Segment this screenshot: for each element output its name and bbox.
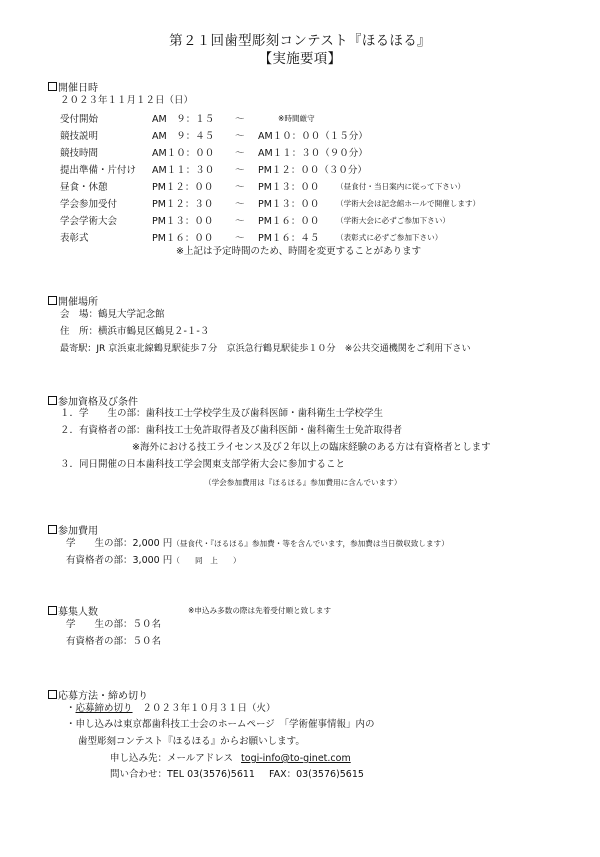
fee-heading: 参加費用: [48, 522, 98, 537]
schedule-tilde: ～: [235, 114, 245, 125]
fee-qualified: [66, 555, 241, 567]
schedule-end: PM１６：４５: [258, 233, 320, 244]
schedule-note: （表彰式に必ずご参加下さい）: [336, 233, 443, 242]
application-line1: ・申し込みは東京都歯科技工士会のホームページ 「学術催事情報」内の: [66, 719, 375, 730]
schedule-label: 提出準備・片付け: [60, 165, 137, 176]
deadline-date: ２０２３年１０月３１日（火）: [142, 703, 276, 714]
application-contact: [110, 753, 351, 765]
inquiry-fax: FAX：03(3576)5615: [268, 769, 364, 780]
schedule-end: PM１６：００: [258, 216, 320, 227]
fee-student-note: （昼食代・『ほるほる』参加費・等を含んでいます，参加費は当日徴収致します）: [172, 539, 449, 548]
fee-qualified-note: （ 同 上 ）: [172, 556, 241, 565]
checkbox-icon: [48, 296, 57, 305]
capacity-heading: 募集人数: [48, 603, 98, 618]
venue-station: 最寄駅：JR 京浜東北線鶴見駅徒歩７分 京浜急行鶴見駅徒歩１０分 ※公共交通機関をご利用下さい: [60, 344, 471, 354]
contact-label: 申し込み先：メールアドレス: [110, 753, 234, 764]
application-line2: 歯型彫刻コンテスト『ほるほる』からお願いします。: [78, 736, 305, 747]
fee-student-amount: 2,000 円: [132, 538, 173, 549]
capacity-qualified: 有資格者の部：５０名: [66, 636, 162, 647]
schedule-end: PM１３：００: [258, 182, 320, 193]
application-inquiry: [110, 769, 364, 781]
eligibility-heading: 参加資格及び条件: [48, 393, 138, 408]
schedule-start: PM１３：００: [152, 216, 214, 227]
schedule-label: 競技時間: [60, 148, 99, 159]
schedule-end: AM１１：３０（９０分）: [258, 148, 368, 159]
schedule-end: PM１３：００: [258, 199, 320, 210]
page-title: 第２１回歯型彫刻コンテスト『ほるほる』: [169, 33, 431, 49]
venue-address: 住 所：横浜市鶴見区鶴見２-１-３: [60, 326, 210, 337]
application-heading: 応募方法・締め切り: [48, 687, 148, 702]
eligibility-note-overseas: ※海外における技工ライセンス及び２年以上の臨床経験のある方は有資格者とします: [132, 442, 491, 453]
schedule-heading: 開催日時: [48, 79, 98, 94]
schedule-note: （学術大会は記念館ホールで開催します）: [336, 199, 481, 208]
schedule-tilde: ～: [235, 233, 245, 244]
fee-qualified-amount: 3,000 円: [132, 555, 173, 566]
schedule-start: PM１２：００: [152, 182, 214, 193]
schedule-label: 学会参加受付: [60, 199, 118, 210]
schedule-tilde: ～: [235, 131, 245, 142]
schedule-end: PM１２：００（３０分）: [258, 165, 367, 176]
schedule-tilde: ～: [235, 148, 245, 159]
schedule-label: 受付開始: [60, 114, 99, 125]
schedule-start: AM１０：００: [152, 148, 215, 159]
eligibility-item-conference: ３．同日開催の日本歯科技工学会関東支部学術大会に参加すること: [60, 459, 346, 470]
venue-place: 会 場：鶴見大学記念館: [60, 309, 165, 320]
inquiry-tel: 問い合わせ：TEL 03(3576)5611: [110, 769, 255, 780]
bullet: ・: [66, 703, 76, 714]
schedule-note: （昼食付・当日案内に従って下さい）: [336, 182, 466, 191]
venue-heading: 開催場所: [48, 293, 98, 308]
checkbox-icon: [48, 82, 57, 91]
eligibility-item-qualified: ２．有資格者の部：歯科技工士免許取得者及び歯科医師・歯科衛生士免許取得者: [60, 425, 403, 436]
schedule-start: AM ９：１５: [152, 114, 215, 125]
application-deadline: [66, 703, 276, 715]
schedule-tilde: ～: [235, 182, 245, 193]
schedule-tilde: ～: [235, 199, 245, 210]
fee-student-label: 学 生の部：: [66, 538, 133, 549]
eligibility-note-fee: （学会参加費用は『ほるほる』参加費用に含んでいます）: [204, 478, 402, 487]
capacity-note: ※申込み多数の際は先着受付順と致します: [188, 606, 332, 615]
schedule-label: 学会学術大会: [60, 216, 118, 227]
schedule-date: ２０２３年１１月１２日（日）: [60, 95, 194, 106]
schedule-start: PM１２：３０: [152, 199, 214, 210]
fee-qualified-label: 有資格者の部：: [66, 555, 133, 566]
schedule-tilde: ～: [235, 165, 245, 176]
schedule-tilde: ～: [235, 216, 245, 227]
schedule-label: 表彰式: [60, 233, 89, 244]
deadline-label: 応募締め切り: [75, 703, 133, 714]
checkbox-icon: [48, 525, 57, 534]
eligibility-item-student: １．学 生の部：歯科技工士学校学生及び歯科医師・歯科衛生士学校学生: [60, 408, 384, 419]
schedule-label: 昼食・休憩: [60, 182, 108, 193]
schedule-note: ※時間厳守: [278, 114, 315, 123]
checkbox-icon: [48, 690, 57, 699]
page-subtitle: 【実施要項】: [258, 51, 342, 67]
capacity-student: 学 生の部：５０名: [66, 619, 162, 630]
schedule-start: AM ９：４５: [152, 131, 215, 142]
schedule-start: PM１６：００: [152, 233, 214, 244]
schedule-note: （学術大会に必ずご参加下さい）: [336, 216, 450, 225]
schedule-label: 競技説明: [60, 131, 99, 142]
schedule-footnote: ※上記は予定時間のため、時間を変更することがあります: [176, 246, 422, 257]
checkbox-icon: [48, 606, 57, 615]
email-link[interactable]: togi-info@to-ginet.com: [241, 753, 351, 764]
schedule-end: AM１０：００（１５分）: [258, 131, 368, 142]
fee-student: [66, 538, 449, 550]
checkbox-icon: [48, 396, 57, 405]
schedule-start: AM１１：３０: [152, 165, 215, 176]
